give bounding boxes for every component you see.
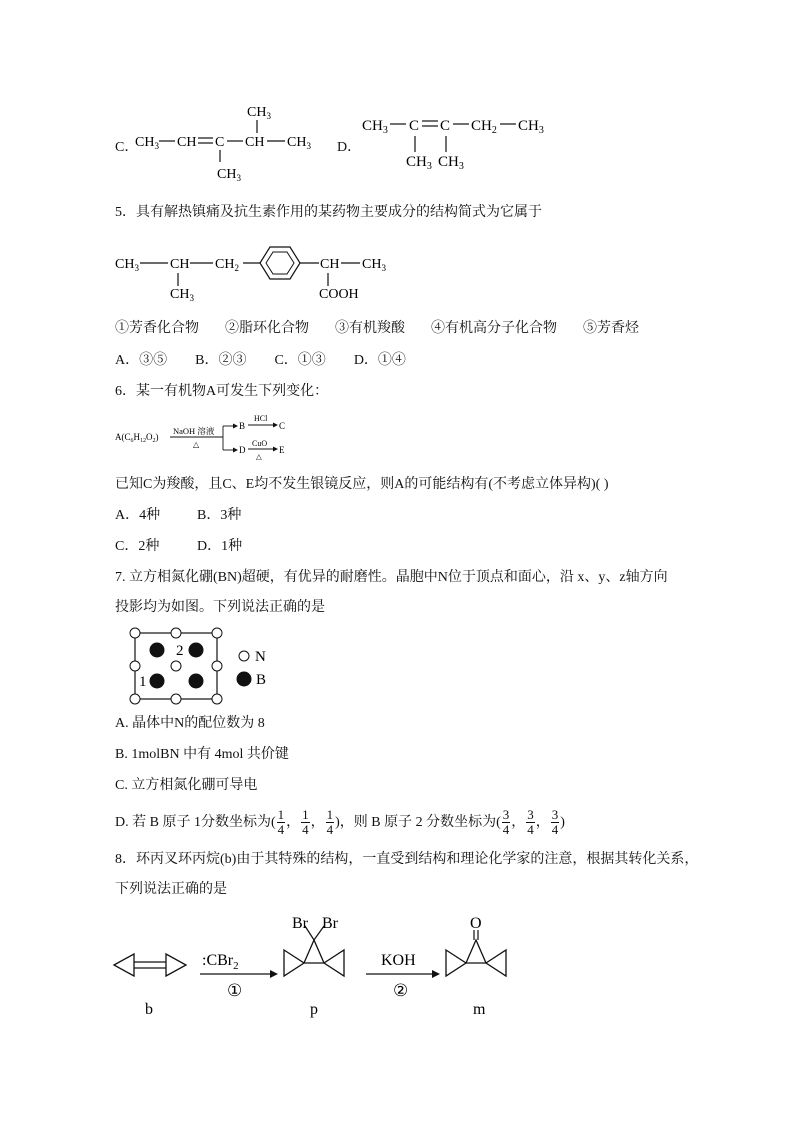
- svg-text:E: E: [279, 445, 285, 455]
- svg-text:CH: CH: [245, 135, 265, 150]
- q6-options-row1: [115, 507, 241, 525]
- q6-stem: 6．某一有机物A可发生下列变化：: [115, 384, 329, 399]
- q5-option-d[interactable]: D．①④: [353, 353, 406, 368]
- svg-text:CH3: $CH_3$: [217, 167, 241, 183]
- q6-note: 已知C为羧酸，且C、E均不发生银镜反应，则A的可能结构有(不考虑立体异构)( ): [115, 477, 609, 492]
- svg-text:CH3: $CH_3$: [362, 118, 388, 136]
- svg-text::CBr2: :CBr$_2$: [202, 952, 239, 972]
- q6-option-d[interactable]: D．1种: [197, 539, 243, 554]
- svg-text:△: △: [193, 440, 200, 449]
- q4-option-c-label: C．: [115, 140, 139, 155]
- svg-text:C: C: [279, 421, 286, 431]
- svg-text:CH3: $CH_3$: [406, 154, 432, 172]
- q6-option-a[interactable]: A．4种: [115, 508, 161, 523]
- svg-text:O: O: [470, 915, 482, 932]
- svg-text:CH3: $CH_3$: [170, 287, 194, 303]
- q5-stem: 5．具有解热镇痛及抗生素作用的某药物主要成分的结构简式为它属于: [115, 205, 542, 220]
- q4-option-d-label: D．: [337, 140, 362, 155]
- q7-option-d[interactable]: D. 若 B 原子 1分数坐标为( $\frac{1}{4}$ ， $\frac{1}{4}$ ， $\frac{1}{4}$ )，则 B 原子 2 分数坐标为( $\frac{3}{4}$ ， $\frac{3}{4}$ ， $\frac{3}{4}$ ): [115, 807, 565, 838]
- q7-stem-line2: 投影均为如图。下列说法正确的是: [115, 600, 325, 615]
- svg-text:CH2: $CH_2$: [471, 118, 497, 136]
- svg-text:CH3: $CH_3$: [115, 257, 139, 273]
- svg-text:b: b: [145, 1001, 153, 1018]
- svg-text:CH3: $CH_3$: [438, 154, 464, 172]
- q6-options-row2: [115, 538, 242, 556]
- q5-statement-1: ①芳香化合物: [115, 321, 199, 336]
- q4-option-c-structure: [135, 100, 325, 185]
- svg-text:CH3: $CH_3$: [518, 118, 544, 136]
- q5-statements: [115, 320, 639, 338]
- svg-text:1: 1: [139, 674, 147, 690]
- q4-option-d-structure: [362, 110, 562, 175]
- svg-text:D: D: [239, 445, 246, 455]
- svg-text:Br: Br: [322, 915, 338, 932]
- svg-text:KOH: KOH: [381, 952, 416, 969]
- q5-statement-4: ④有机高分子化合物: [431, 321, 557, 336]
- q6-reaction-scheme: [115, 412, 345, 462]
- svg-text:Br: Br: [292, 915, 308, 932]
- q5-option-b[interactable]: B．②③: [195, 353, 247, 368]
- q6-option-b[interactable]: B．3种: [197, 508, 242, 523]
- svg-text:C: C: [409, 118, 420, 134]
- q7-stem-line1: 7. 立方相氮化硼(BN)超硬，有优异的耐磨性。晶胞中N位于顶点和面心，沿 x、y、z轴方向: [115, 570, 668, 585]
- svg-text:CH3: $CH_3$: [287, 135, 311, 151]
- q8-stem-line1: 8．环丙叉环丙烷(b)由于其特殊的结构，一直受到结构和理论化学家的注意，根据其转化关系，: [115, 852, 699, 867]
- q7-option-a[interactable]: A. 晶体中N的配位数为 8: [115, 716, 265, 731]
- q5-statement-3: ③有机羧酸: [335, 321, 405, 336]
- svg-text:CH: CH: [177, 135, 197, 150]
- q8-reaction-scheme: [110, 910, 530, 1020]
- svg-text:①: ①: [227, 981, 243, 1000]
- svg-text:B: B: [239, 421, 246, 431]
- svg-text:HCl: HCl: [254, 414, 268, 423]
- svg-text:②: ②: [393, 981, 409, 1000]
- svg-text:CuO: CuO: [252, 439, 268, 448]
- svg-text:N: N: [255, 649, 266, 665]
- q6-option-c[interactable]: C．2种: [115, 539, 160, 554]
- q7-crystal-projection: [125, 627, 285, 707]
- q5-option-c[interactable]: C．①③: [274, 353, 326, 368]
- svg-text:C: C: [440, 118, 451, 134]
- q5-structure: [115, 240, 405, 310]
- svg-text:C: C: [215, 135, 225, 150]
- q5-statement-5: ⑤芳香烃: [583, 321, 639, 336]
- svg-text:2: 2: [176, 643, 184, 659]
- svg-text:△: △: [256, 452, 262, 461]
- q7-option-c[interactable]: C. 立方相氮化硼可导电: [115, 778, 258, 793]
- svg-text:CH: CH: [170, 257, 190, 272]
- svg-text:COOH: COOH: [319, 287, 359, 302]
- q5-option-a[interactable]: A．③⑤: [115, 353, 168, 368]
- q7-option-b[interactable]: B. 1molBN 中有 4mol 共价键: [115, 747, 289, 762]
- svg-text:NaOH 溶液: NaOH 溶液: [173, 426, 215, 436]
- svg-text:CH3: $CH_3$: [135, 135, 159, 151]
- svg-text:CH3: $CH_3$: [362, 257, 386, 273]
- q5-options: [115, 352, 406, 370]
- q5-statement-2: ②脂环化合物: [225, 321, 309, 336]
- svg-text:CH3: $CH_3$: [247, 105, 271, 121]
- svg-text:CH2: $CH_2$: [215, 257, 239, 273]
- svg-text:p: p: [310, 1001, 318, 1018]
- q8-stem-line2: 下列说法正确的是: [115, 882, 227, 897]
- svg-text:m: m: [473, 1001, 486, 1018]
- svg-text:CH: CH: [320, 257, 340, 272]
- svg-text:B: B: [256, 672, 267, 688]
- svg-text:A(C6H12O2): $A(C_6H_{12}O_2)$: [115, 432, 159, 444]
